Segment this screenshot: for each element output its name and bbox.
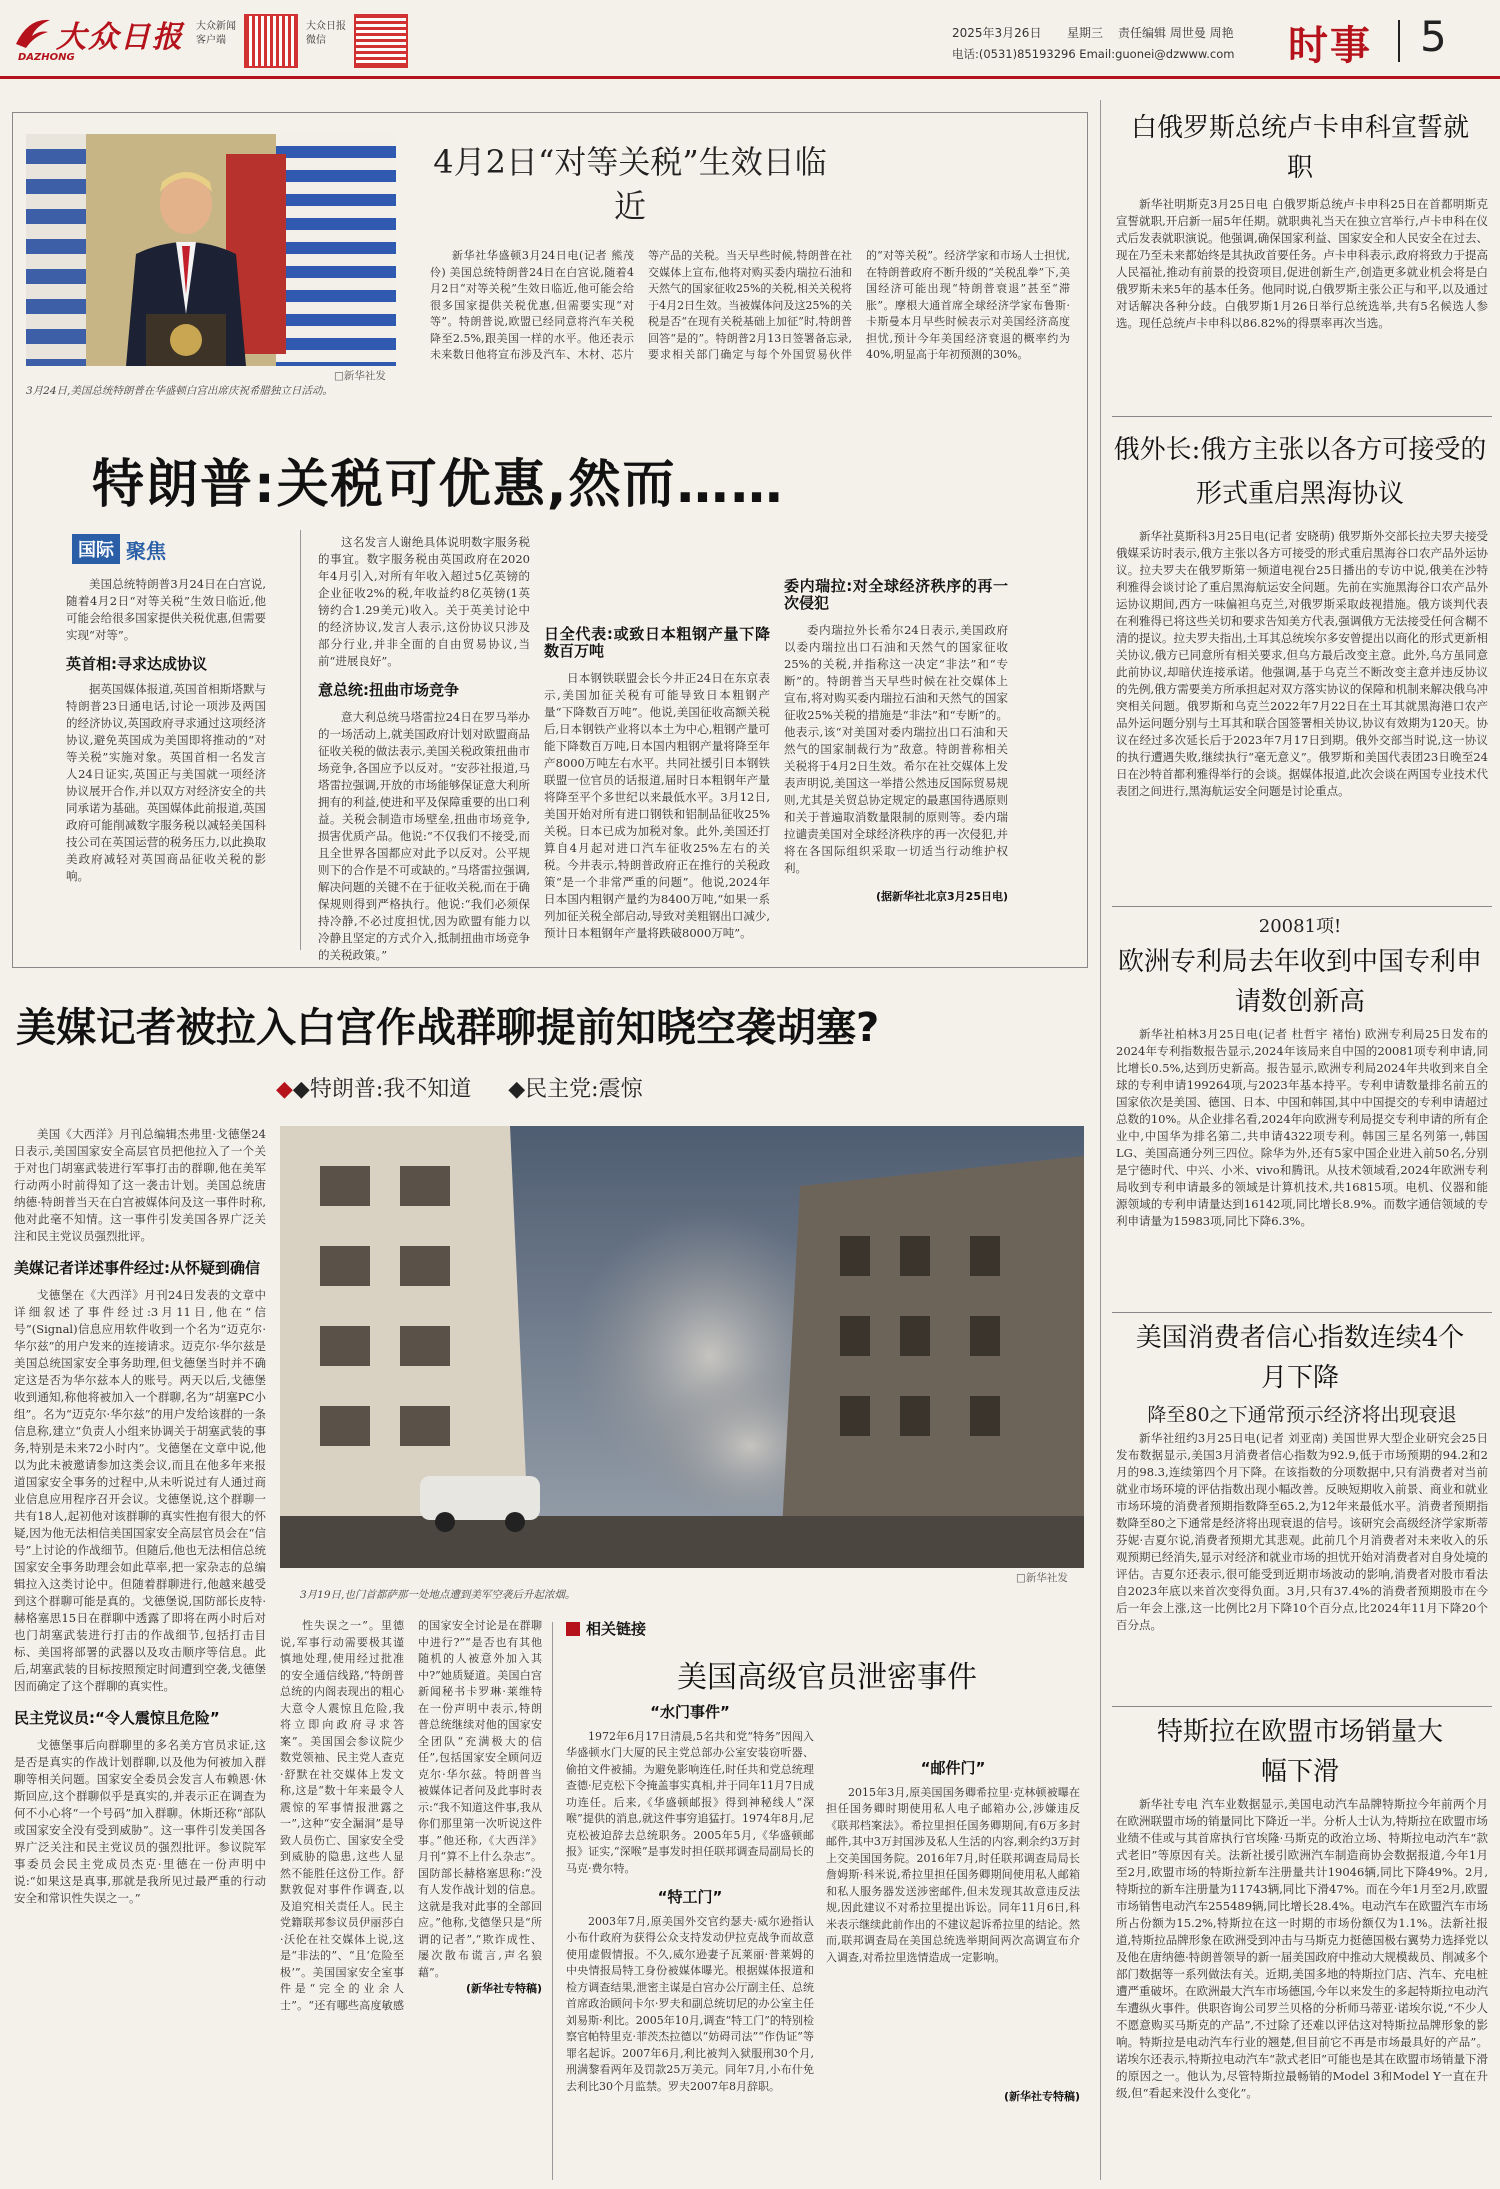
s2-rule <box>1112 906 1492 907</box>
second-deck <box>276 1072 643 1103</box>
page-number: 5 <box>1420 12 1447 61</box>
top-kicker-paragraph: 新华社华盛顿3月24日电(记者 熊茂伶) 美国总统特朗普24日在白宫说,随着4月2日“对等关税”生效日临近,他可能会给很多国家提供关税优惠,但需要实现“对等”。特朗普说,欧盟已经同意将汽车关税降至2.5%,跟美国一样的水平。他还表示未来数日他将宣布涉及汽车、木材、芯片等产品的关税。当天早些时候,特朗普在社交媒体上宣布,他将对购买委内瑞拉石油和天然气的国家征收25%的关税,相关关税将于4月2日生效。当被媒体问及这25%的关税是否“在现有关税基础上加征”时,特朗普回答“是的”。特朗普2月13日签署备忘录,要求相关部门确定与每个外国贸易伙伴的“对等关税”。经济学家和市场人士担忧,在特朗普政府不断升级的“关税乱拳”下,美国经济可能出现“特朗普衰退”甚至“滞胀”。摩根大通首席全球经济学家布鲁斯·卡斯曼本月早些时候表示对美国经济高度担忧,预计今年美国经济衰退的概率约为40%,明显高于年初预测的30%。 <box>430 249 1070 361</box>
top-col4-body: 委内瑞拉外长希尔24日表示,美国政府以委内瑞拉出口石油和天然气的国家征收25%的关税,并指称这一决定“非法”和“专断”的。特朗普当天早些时候在社交媒体上宣布,将对购买委内瑞拉石油和天然气的国家征收25%关税的措施是“非法”和“专断”的。他表示,该“对美国对委内瑞拉出口石油和天然气的国家制裁行为”敌意。特朗普称相关关税将于4月2日生效。希尔在社交媒体上发表声明说,美国这一举措公然违反国际贸易规则,尤其是关贸总协定规定的最惠国待遇原则和关于普遍取消数量限制的原则等。委内瑞拉谴责美国对全球经济秩序的再一次侵犯,并将在各国际组织采取一切适当行动维护权利。 <box>784 623 1008 875</box>
related-body-3: 2015年3月,原美国国务卿希拉里·克林顿被曝在担任国务卿时期使用私人电子邮箱办公,涉嫌违反《联邦档案法》。希拉里担任国务卿期间,有6万多封邮件,其中3万封国涉及私人生活的内容,剩余约3万封上交美国国务院。2016年7月,时任联邦调查局局长詹姆斯·科米说,希拉里担任国务卿期间使用私人邮箱和私人服务器发送涉密邮件,但未发现其故意违反法规,因此建议不对希拉里提出诉讼。同年11月6日,科米表示继续此前作出的不建议起诉希拉里的结论。然而,联邦调查局在美国总统选举期间两次高调宣布介入调查,对希拉里选情造成一定影响。 <box>826 1785 1080 1964</box>
top-photo-caption: 3月24日,美国总统特朗普在华盛顿白宫出席庆祝希腊独立日活动。 <box>26 385 333 397</box>
top-col2-body2: 意大利总统马塔雷拉24日在罗马举办的一场活动上,就美国政府计划对欧盟商品征收关税的做法表示,美国关税政策扭曲市场竞争,各国应予以反对。“安莎社报道,马塔雷拉强调,开放的市场能够保证意大利所拥有的利益,使进和平及保障重要的出口利益。关税会制造市场壁垒,扭曲市场竞争,损害优质产品。他说:“不仅我们不接受,而且全世界各国都应对此予以反对。公平规则下的合作是不可或缺的。”马塔雷拉强调,解决问题的关键不在于征收关税,而在于确保规则得到严格执行。他说:“我们必须保持冷静,不必过度担忧,因为欧盟有能力以冷静且坚定的方式介入,抵制扭曲市场竞争的关税政策。” <box>318 710 530 962</box>
related-body-1: 1972年6月17日清晨,5名共和党“特务”因闯入华盛顿水门大厦的民主党总部办公室安装窃听器、偷拍文件被捕。为避免影响连任,时任共和党总统理查德·尼克松下令掩盖事实真相,并于同年11月7日成功连任。后来,《华盛顿邮报》得到神秘线人“深喉”提供的消息,就这件事穷追猛打。1974年8月,尼克松被迫辞去总统职务。2005年5月,《华盛顿邮报》证实,“深喉”是事发时担任联邦调查局副局长的马克·费尔特。 <box>566 1729 814 1875</box>
s1-title: 白俄罗斯总统卢卡申科宣誓就职 <box>1130 113 1469 183</box>
masthead-rule <box>0 76 1500 79</box>
s1-rule <box>1112 416 1492 417</box>
s4-rule <box>1112 1706 1492 1707</box>
top-col1-subhead: 英首相:寻求达成协议 <box>66 655 207 673</box>
s1-paragraph: 新华社明斯克3月25日电 白俄罗斯总统卢卡申科25日在首都明斯克宣誓就职,开启新一届5年任期。就职典礼当天在独立宫举行,卢卡申科在仪式后发表就职演说。他强调,确保国家利益、国家安全和人民安全在过去、现在乃至未来都始终是其执政首要任务。卢卡申科表示,政府将致力于提高人民福祉,推动有前景的投资项目,促进创新生产,创造更多就业机会将是白俄罗斯未来5年的基本任务。他同时说,白俄罗斯主张公正与和平,以及通过对话解决各种分歧。白俄罗斯1月26日举行总统选举,共有5名候选人参选。现任总统卢卡申科以86.82%的得票率再次当选。 <box>1116 197 1488 330</box>
contact-line: 电话:(0531)85193296 Email:guonei@dzwww.com <box>952 47 1235 61</box>
top-col1-intro: 美国总统特朗普3月24日在白宫说,随着4月2日“对等关税”生效日临近,他可能会给很多国家提供关税优惠,但需要实现“对等”。 <box>66 577 266 642</box>
s3-paragraph: 新华社柏林3月25日电(记者 杜哲宇 褚怡) 欧洲专利局25日发布的2024年专利指数报告显示,2024年该局来自中国的20081项专利申请,同比增长0.5%,达到历史新高。报告显示,欧洲专利局2024年共收到来自全球的专利申请199264项,与2023年基本持平。专利申请数量排名前五的国家依次是美国、德国、日本、中国和韩国,其中中国提交的专利申请超过总数的10%。从企业排名看,2024年向欧洲专利局提交专利申请的所有企业中,中国华为排名第二,共申请4322项专利。韩国三星名列第一,韩国LG、美国高通分列三四位。除华为外,还有5家中国企业进入前50名,分别是宁德时代、中兴、小米、vivo和腾讯。从技术领域看,2024年欧洲专利局收到专利申请最多的领域是计算机技术,共16815项。电机、仪器和能源领域的专利申请量达到16142项,同比增长8.9%。而数字通信领域的专利申请量为15983项,同比下降6.3%。 <box>1116 1027 1488 1228</box>
qr2-label: 大众日报微信 <box>306 21 346 46</box>
top-photo-credit: □新华社发 <box>334 370 386 382</box>
yemen-photo-caption: 3月19日,也门首都萨那一处地点遭到美军空袭后升起浓烟。 <box>300 1589 576 1601</box>
related-tag-icon <box>566 1622 580 1636</box>
s2-title: 俄外长:俄方主张以各方可接受的形式重启黑海协议 <box>1113 435 1487 509</box>
top-kicker-body <box>430 248 1070 418</box>
s4-paragraph: 新华社纽约3月25日电(记者 刘亚南) 美国世界大型企业研究会25日发布数据显示,美国3月消费者信心指数为92.9,低于市场预期的94.2和2月的98.3,连续第四个月下降。在该指数的分项数据中,只有消费者对当前就业市场环境的评估指数出现小幅改善。反映短期收入前景、商业和就业市场环境的消费者预期指数降至65.2,为12年来最低水平。消费者预期指数降至80之下通常是经济将出现衰退的信号。该研究会高级经济学家斯蒂芬妮·吉夏尔说,消费者预期尤其悲观。此前几个月消费者对未来收入的乐观预期已经消失,显示对经济和就业市场的担忧开始对消费者对自身处境的评估。吉夏尔还表示,很可能受到近期市场波动的影响,消费者对股市看法自2023年底以来首次变得负面。3月,只有37.4%的消费者预期股市在今后一年会上涨,这一比例比2月下降10个百分点,比2024年11月下降20个百分点。 <box>1116 1431 1488 1632</box>
top-col4-source: (据新华社北京3月25日电) <box>875 890 1008 903</box>
deck-democrats <box>508 1077 642 1102</box>
trump-photo <box>26 134 396 366</box>
s3-title: 欧洲专利局去年收到中国专利申请数创新高 <box>1117 947 1482 1017</box>
sidebar-divider <box>1100 100 1101 2180</box>
s1-body <box>1116 196 1488 406</box>
top-kicker-text: 4月2日“对等关税”生效日临近 <box>433 143 827 225</box>
deck-democrats-text: ◆民主党:震惊 <box>508 1077 643 1102</box>
divider-related <box>552 1622 553 2180</box>
s4-title: 美国消费者信心指数连续4个月下降 <box>1135 1323 1465 1393</box>
top-col3 <box>544 534 770 946</box>
paper-name: 大众日报 <box>56 20 184 55</box>
section-name: 时事 <box>1288 23 1372 69</box>
s3-rule <box>1112 1312 1492 1313</box>
second-body-3: 戈德堡事后向群聊里的多名美方官员求证,这是否是真实的作战计划群聊,以及他为何被加入群聊等相关问题。国家安全委员会发言人布赖恩·休斯回应,这个群聊似乎是真实的,并表示正在调查为何不小心将“一个号码”加入群聊。休斯还称“部队或国家安全没有受到威胁”。这一事件引发美国各界广泛关注和民主党议员的强烈批评。参议院军事委员会民主党成员杰克·里德在一份声明中说:“如果这是真事,那就是我所见过最严重的行动安全和常识性失误之一。” <box>14 1738 266 1905</box>
qr-code-1-icon <box>244 14 298 68</box>
s5-paragraph: 新华社专电 汽车业数据显示,美国电动汽车品牌特斯拉今年前两个月在欧洲联盟市场的销量同比下降近一半。分析人士认为,特斯拉在欧盟市场业绩不佳或与其首席执行官埃隆·马斯克的政治立场、特斯拉电动汽车“款式老旧”等原因有关。法新社援引欧洲汽车制造商协会数据报道,今年1月至2月,欧盟市场的特斯拉新车注册量共计19046辆,同比下降49%。2月,特斯拉的新车注册量为11743辆,同比下滑47%。而在今年1月至2月,欧盟市场销售电动汽车255489辆,同比增长28.4%。电动汽车在欧盟汽车市场所占份额为15.2%,特斯拉在这一时期的市场份额仅为1.1%。法新社报道,特斯拉品牌形象在欧洲受到冲击与马斯克力挺德国极右翼势力选择党以及他在唐纳德·特朗普领导的新一届美国政府中推动大规模裁员、削减多个部门数据等一系列做法有关。近期,美国多地的特斯拉门店、汽车、充电桩遭严重破坏。在欧洲最大汽车市场德国,今年以来发生的多起特斯拉电动汽车遭纵火事件。供职咨询公司罗兰贝格的分析师马蒂亚·诺埃尔说,“不少人不愿意购买马斯克的产品”,不过除了还难以评估这对特斯拉品牌形象的影响。特斯拉是电动汽车行业的翘楚,但目前它不再是市场最具好的产品”。诺埃尔还表示,特斯拉电动汽车“款式老旧”可能也是其在欧盟市场销量下滑的原因之一。他认为,尽管特斯拉最畅销的Model 3和Model Y一直在升级,但“看起来没什么变化”。 <box>1116 1797 1488 2100</box>
top-col2 <box>318 534 530 962</box>
s3-kicker: 20081项! <box>1258 916 1342 937</box>
s2-paragraph: 新华社莫斯科3月25日电(记者 安晓萌) 俄罗斯外交部长拉夫罗夫接受俄媒采访时表示,俄方主张以各方可接受的形式重启黑海谷口农产品外运协议。拉夫罗夫在俄罗斯第一频道电视台25日播出的专访中说,俄美在沙特利雅得会谈讨论了重启黑海航运安全问题。先前在实施黑海谷口农产品外运协议期间,西方一味偏袒乌克兰,对俄罗斯采取歧视措施。俄方谈判代表在利雅得已将这些关切和要求告知美方代表,强调俄方无法接受任何含糊不清的提议。拉夫罗夫指出,土耳其总统埃尔多安曾提出以商化的形式更新相关协议,俄方已同意所有相关要求,但乌方最后改变主意。此外,乌方虽同意此前协议,却暗伏连接承诺。他强调,基于乌克兰不断改变主意并违反协议的先例,俄方需要美方所承担起对双方落实协议的保障和机制来解决俄乌冲突相关问题。俄罗斯和乌克兰2022年7月22日在土耳其就黑海港口农产品外运问题分别与土耳其和联合国签署相关协议,协议有效期为120天。协议在经过多次延长后于2023年7月17日到期。俄外交部当时说,这一协议的执行遭遇失败,继续执行“毫无意义”。俄罗斯和美国代表团23日晚至24日在沙特首都利雅得举行的会谈。据媒体报道,此次会谈在两国专业技术代表团之间进行,黑海航运安全问题是讨论重点。 <box>1116 529 1488 798</box>
deck-trump-text: ◆特朗普:我不知道 <box>292 1077 472 1102</box>
second-headline: 美媒记者被拉入白宫作战群聊提前知晓空袭胡塞? <box>16 1005 880 1051</box>
yemen-photo-credit: □新华社发 <box>1016 1572 1068 1584</box>
second-intro: 美国《大西洋》月刊总编辑杰弗里·戈德堡24日表示,美国国家安全高层官员把他拉入了一个关于对也门胡塞武装进行军事打击的群聊,他在美军行动两小时前得知了这一袭击计划。美国总统唐纳德·特朗普当天在白宫被媒体问及这一事件时称,他对此毫不知情。这一事件引发美国各界广泛关注和民主党议员强烈批评。 <box>14 1127 266 1243</box>
top-col3-body: 日本钢铁联盟会长今井正24日在东京表示,美国加征关税有可能导致日本粗钢产量“下降数百万吨”。他说,美国征收高额关税后,日本钢铁产业将以本土为中心,粗钢产量可能下降数百万吨,日本国内粗钢产量将降至年产8000万吨左右水平。共同社援引日本钢铁联盟一位官员的话报道,届时日本粗钢年产量将降至平个多世纪以来最低水平。3月12日,美国开始对所有进口钢铁和铝制品征收25%关税。日本已成为加税对象。此外,美国还打算自4月起对进口汽车征收25%左右的关税。今井表示,特朗普政府正在推行的关税政策“是一个非常严重的问题”。他说,2024年日本国内粗钢产量约为8400万吨,“如果一系列加征关税全部启动,导致对美粗钢出口减少,预计日本粗钢年产量将跌破8000万吨”。 <box>544 671 770 940</box>
column-tag-2: 聚焦 <box>126 538 166 563</box>
column-tag-1: 国际 <box>72 534 120 564</box>
paper-name-en: DAZHONG <box>18 52 75 63</box>
top-col2-body: 这名发言人谢绝具体说明数字服务税的事宜。数字服务税由英国政府在2020年4月引入,对所有年收入超过5亿英镑的企业征收2%的税,年收益约8亿英镑(1英镑约合1.29美元)收入。关于英美讨论中的经济协议,发言人表示,这份协议只涉及部分行业,并非全面的自由贸易协议,当前“进展良好”。 <box>318 535 530 668</box>
second-subhead-1: 美媒记者详述事件经过:从怀疑到确信 <box>14 1259 261 1277</box>
s2-body <box>1116 528 1488 898</box>
divider-1 <box>300 530 301 950</box>
related-tag-text: 相关链接 <box>586 1620 647 1638</box>
s4-body <box>1116 1430 1488 1700</box>
s4-deck: 降至80之下通常预示经济将出现衰退 <box>1147 1404 1457 1426</box>
top-col2-subhead: 意总统:扭曲市场竞争 <box>318 681 459 699</box>
second-body-2: 戈德堡在《大西洋》月刊24日发表的文章中详细叙述了事件经过:3月11日,他在“信号”(Signal)信息应用软件收到一个名为“迈克尔·华尔兹”的用户发来的连接请求。迈克尔·华尔兹是美国总统国家安全事务助理,但戈德堡当时并不确定这是否为华尔兹本人的账号。两天以后,戈德堡收到通知,称他将被加入一个群聊,名为“胡塞PC小组”。名为“迈克尔·华尔兹”的用户发给该群的一条信息称,建立“负责人小组来协调关于胡塞武装的事务,特别是未来72小时内”。戈德堡在文章中说,他以为此未被邀请参加这类会议,而且在他多年来报道国家安全事务的过程中,从未听说过有人通过商业信息应用程序召开会议。戈德堡说,这个群聊一共有18人,起初他对该群聊的真实性抱有很大的怀疑,因为他无法相信美国国家安全高层官员会在“信号”上讨论的作战细节。但随后,他也无法相信总统国家安全事务助理会如此草率,把一家杂志的总编辑拉入这类讨论中。但随着群聊进行,他越来越受到这个群聊可能是真的。戈德堡说,国防部长皮特·赫格塞思15日在群聊中透露了即将在两小时后对也门胡塞武装进行打击的作战细节,包括打击目标、美国将部署的武器以及攻击顺序等信息。此后,胡塞武装的目标按照预定时间遭到空袭,戈德堡因而确定了这个群聊的真实性。 <box>14 1288 266 1693</box>
masthead <box>0 0 1500 70</box>
related-body-2: 2003年7月,原美国外交官约瑟夫·威尔逊指认小布什政府为获得公众支持发动伊拉克战争而故意使用虚假情报。不久,威尔逊妻子瓦莱丽·普莱姆的中央情报局特工身份被媒体曝光。根据媒体报道和检方调查结果,泄密主谋是白宫办公厅副主任、总统首席政治顾问卡尔·罗夫和副总统切尼的办公室主任刘易斯·利比。2005年10月,调查“特工门”的特别检察官帕特里克·菲茨杰拉德以“妨碍司法”“作伪证”等罪名起诉。2007年6月,利比被判入狱服刑30个月,刑满黎看两年及罚款25万美元。同年7月,小布什免去利比30个月监禁。罗夫2007年8月辞职。 <box>566 1914 814 2093</box>
related-title: 美国高级官员泄密事件 <box>677 1660 977 1695</box>
column-tag <box>72 534 166 564</box>
second-mid-body: 性失误之一”。里德说,军事行动需要极其谨慎地处理,使用经过批准的安全通信线路,“特朗普总统的内阁表现出的粗心大意令人震惊且危险,我将立即向政府寻求答案”。美国国会参议院少数党领袖、民主党人查克·舒默在社交媒体上发文称,这是“数十年来最令人震惊的军事情报泄露之一”,这种“安全漏洞”是导致人员伤亡、国家安全受到威胁的隐患,这些人显然不能胜任这份工作。舒默敦促对事件作调查,以及追究相关责任人。民主党籍联邦参议员伊丽莎白·沃伦在社交媒体上说,这是“非法的”、“且‘危险至极’”。美国国家安全室事件是“完全的业余人士”。“还有哪些高度敏感的国家安全讨论是在群聊中进行?”“是否也有其他随机的人被意外加入其中?”她质疑道。美国白宫新闻秘书卡罗琳·莱维特在一份声明中表示,特朗普总统继续对他的国家安全团队“充满极大的信任”,包括国家安全顾问迈克尔·华尔兹。特朗普当被媒体记者问及此事时表示:“我不知道这件事,我从你们那里第一次听说这件事。”他还称,《大西洋》月刊“算不上什么杂志”。国防部长赫格塞思称:“没有人发作战计划的信息。这就是我对此事的全部回应。”他称,戈德堡只是“所谓的记者”,“欺诈成性、屡次散布谎言,声名狼藉”。 <box>280 1619 542 2012</box>
responsible-editor: 责任编辑 周世曼 周艳 <box>1118 26 1234 40</box>
yemen-strike-photo <box>280 1126 1084 1568</box>
deck-diamond-icon: ◆ <box>276 1077 293 1102</box>
related-sub-2: “特工门” <box>657 1888 723 1906</box>
related-sub-3: “邮件门” <box>920 1759 986 1777</box>
second-mid-col <box>280 1618 542 2178</box>
section-divider <box>1398 20 1400 62</box>
issue-date: 2025年3月26日 <box>952 26 1042 40</box>
top-col3-subhead: 日全代表:或致日本粗钢产量下降数百万吨 <box>544 625 770 660</box>
top-col4-subhead: 委内瑞拉:对全球经济秩序的再一次侵犯 <box>784 577 1008 612</box>
top-kicker-title <box>420 140 840 228</box>
top-col1 <box>66 576 266 946</box>
s3-body <box>1116 1026 1488 1306</box>
newspaper-logo-icon <box>14 14 52 52</box>
related-col2 <box>826 1700 1080 2178</box>
issue-weekday: 星期三 <box>1067 26 1104 40</box>
related-tag <box>566 1618 646 1639</box>
related-col1 <box>566 1700 814 2178</box>
top-headline: 特朗普:关税可优惠,然而…… <box>92 455 785 515</box>
second-mid-source: (新华社专特稿) <box>465 1982 542 1995</box>
related-sub-1: “水门事件” <box>650 1703 730 1721</box>
top-col4 <box>784 534 1008 954</box>
s5-body <box>1116 1796 1488 2180</box>
s5-title: 特斯拉在欧盟市场销量大幅下滑 <box>1156 1717 1443 1787</box>
second-subhead-2: 民主党议员:“令人震惊且危险” <box>14 1709 220 1727</box>
deck-trump <box>276 1077 471 1102</box>
qr-code-2-icon <box>354 14 408 68</box>
top-col1-body: 据英国媒体报道,英国首相斯塔默与特朗普23日通电话,讨论一项涉及两国的经济协议,英国政府寻求通过这项经济协议,避免英国成为美国即将推动的“对等关税”实施对象。英国首相一名发言人24日证实,英国正与美国就一项经济协议展开合作,并以双方对经济安全的共同承诺为基础。英国媒体此前报道,英国政府可能削减数字服务税以减轻美国科技公司在英国运营的税务压力,以此换取美政府减轻对英国商品征收关税的影响。 <box>66 682 266 883</box>
related-source: (新华社专特稿) <box>1003 2089 1080 2103</box>
qr1-label: 大众新闻客户端 <box>196 21 236 46</box>
second-left-col <box>14 1126 266 2176</box>
